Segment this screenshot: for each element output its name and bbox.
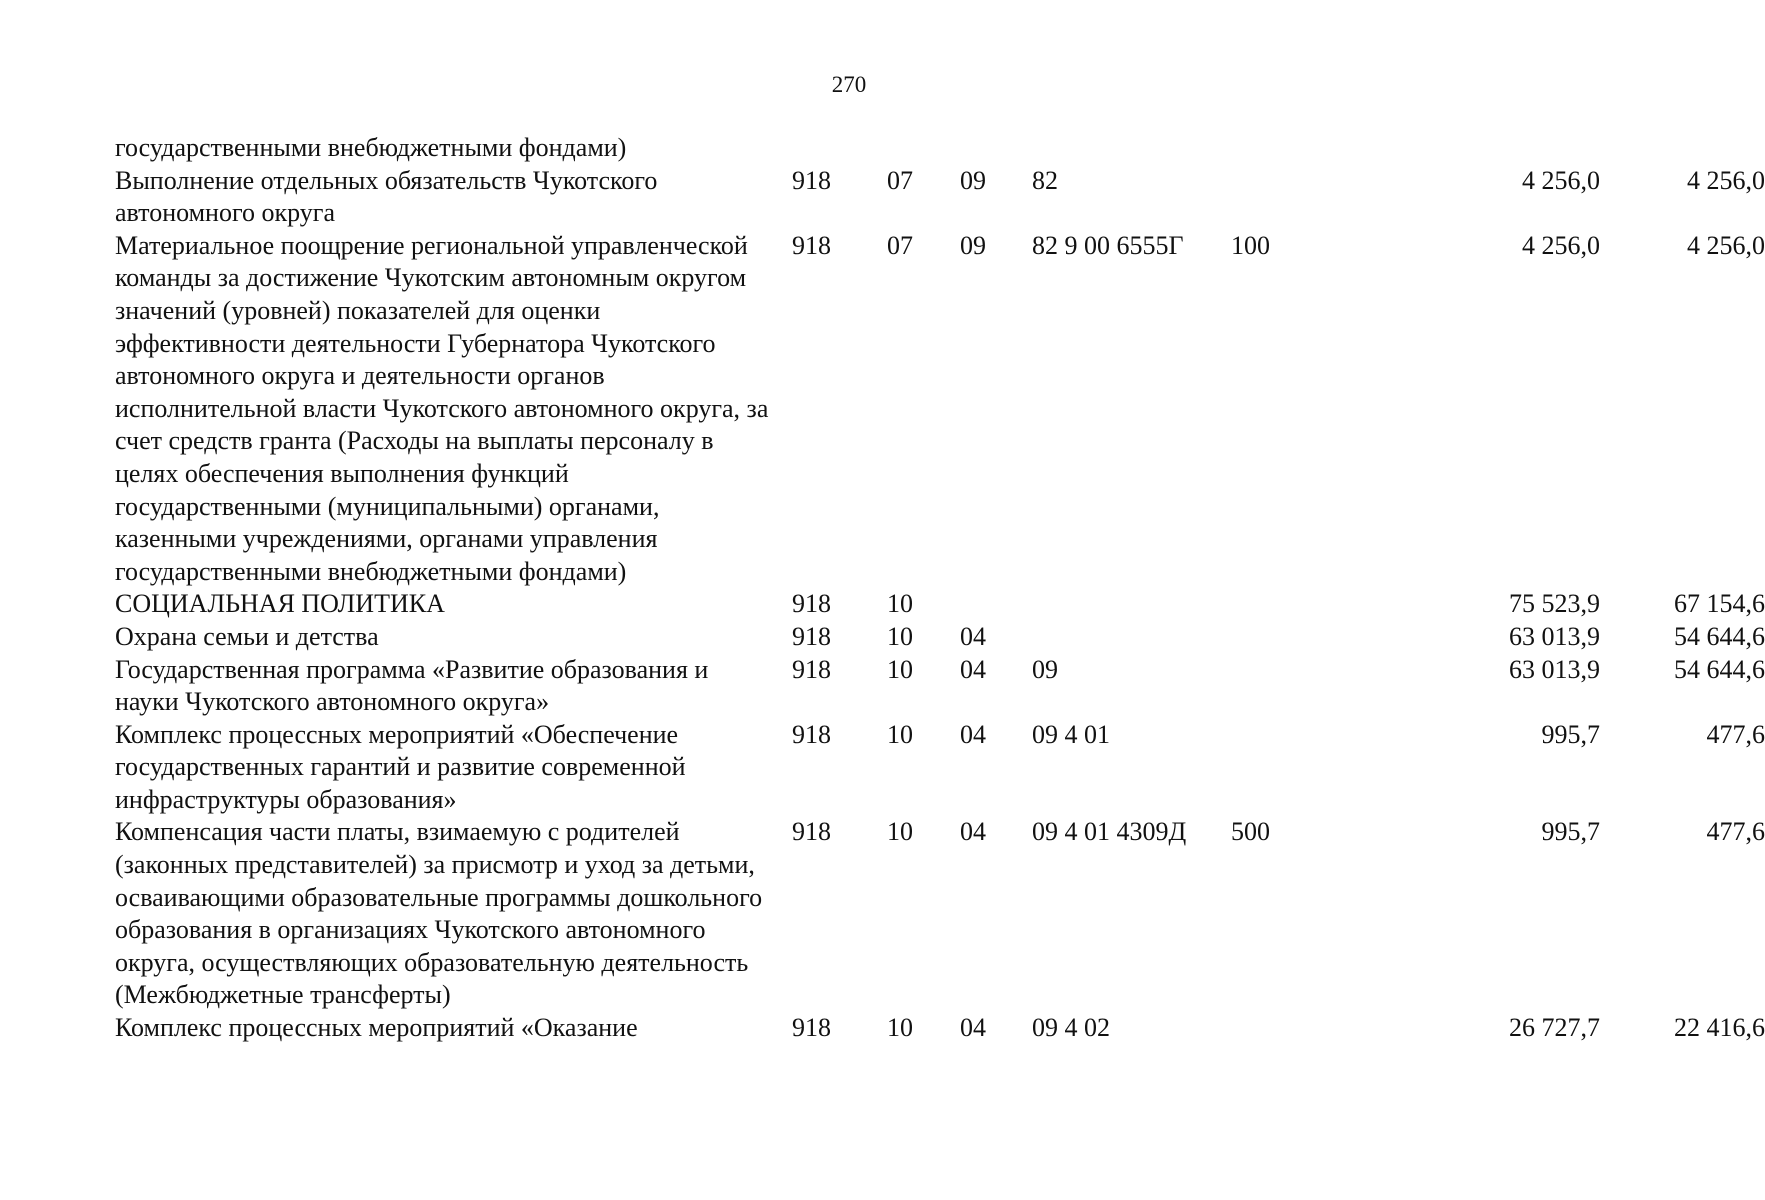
row-name: Комплекс процессных мероприятий «Обеспечение государственных гарантий и развитие современной инфраструктуры образования» [115,719,686,814]
row-name: Компенсация части платы, взимаемую с родителей (законных представителей) за присмотр и уход за детьми, осваивающими образовательные программы дошкольного образования в организациях Чукотского автономного округа, осуществляющих образовательную деятельность (Межбюджетные трансферты) [115,817,763,1010]
row-amount-2: 54 644,6 [1674,654,1765,684]
row-subsection-code: 04 [960,1013,986,1043]
row-expense-type: 100 [1231,230,1270,260]
table-row [115,1012,1765,1045]
table-row [115,588,1765,621]
page-number: 270 [831,72,867,97]
row-amount-1: 4 256,0 [1522,165,1600,195]
row-amount-2: 54 644,6 [1674,621,1765,651]
row-subsection-code: 04 [960,654,986,684]
row-amount-2: 477,6 [1706,719,1765,749]
row-amount-2: 4 256,0 [1687,165,1765,195]
row-target-article: 09 [1032,654,1058,684]
row-section-code: 10 [887,621,913,651]
row-section-code: 07 [887,230,913,260]
row-amount-1: 995,7 [1541,719,1600,749]
row-section-code: 10 [887,1013,913,1043]
row-ved-code: 918 [792,719,831,749]
row-ved-code: 918 [792,621,831,651]
row-name: Комплекс процессных мероприятий «Оказание [115,1013,638,1043]
row-amount-1: 4 256,0 [1522,230,1600,260]
row-amount-1: 75 523,9 [1509,589,1600,619]
budget-table [115,132,1765,1045]
row-subsection-code: 04 [960,719,986,749]
row-name: государственными внебюджетными фондами) [115,133,627,162]
row-expense-type: 500 [1231,817,1270,847]
table-row [115,816,1765,1012]
row-subsection-code: 09 [960,230,986,260]
row-ved-code: 918 [792,589,831,619]
row-target-article: 82 9 00 6555Г [1032,230,1184,260]
row-name: Материальное поощрение региональной управленческой команды за достижение Чукотским автономным округом значений (уровней) показателей для оценки эффективности деятельности Губернатора Чукотского автономного округа и деятельности органов исполнительной власти Чукотского автономного округа, за счет средств гранта (Расходы на выплаты персоналу в целях обеспечения выполнения функций государственными (муниципальными) органами, казенными учреждениями, органами управления государственными внебюджетными фондами) [115,230,769,586]
row-ved-code: 918 [792,230,831,260]
row-amount-2: 4 256,0 [1687,230,1765,260]
row-section-code: 10 [887,654,913,684]
row-ved-code: 918 [792,165,831,195]
row-ved-code: 918 [792,654,831,684]
row-section-code: 10 [887,817,913,847]
row-amount-2: 477,6 [1706,817,1765,847]
row-target-article: 09 4 01 4309Д [1032,817,1187,847]
row-subsection-code: 04 [960,817,986,847]
row-name: Государственная программа «Развитие образования и науки Чукотского автономного округа» [115,654,709,717]
row-ved-code: 918 [792,817,831,847]
row-name: Охрана семьи и детства [115,621,379,651]
row-name: СОЦИАЛЬНАЯ ПОЛИТИКА [115,589,445,619]
table-row [115,230,1765,589]
row-amount-1: 995,7 [1541,817,1600,847]
row-target-article: 09 4 01 [1032,719,1110,749]
row-section-code: 10 [887,589,913,619]
row-target-article: 09 4 02 [1032,1013,1110,1043]
table-row [115,132,1665,165]
row-subsection-code: 09 [960,165,986,195]
table-row [115,654,1765,719]
table-row [115,621,1765,654]
row-section-code: 07 [887,165,913,195]
row-amount-1: 26 727,7 [1509,1013,1600,1043]
row-section-code: 10 [887,719,913,749]
row-amount-1: 63 013,9 [1509,654,1600,684]
row-ved-code: 918 [792,1013,831,1043]
row-subsection-code: 04 [960,621,986,651]
table-row [115,719,1765,817]
row-name: Выполнение отдельных обязательств Чукотского автономного округа [115,165,658,228]
row-target-article: 82 [1032,165,1058,195]
row-amount-2: 22 416,6 [1674,1013,1765,1043]
table-row [115,165,1765,230]
row-amount-1: 63 013,9 [1509,621,1600,651]
row-amount-2: 67 154,6 [1674,589,1765,619]
